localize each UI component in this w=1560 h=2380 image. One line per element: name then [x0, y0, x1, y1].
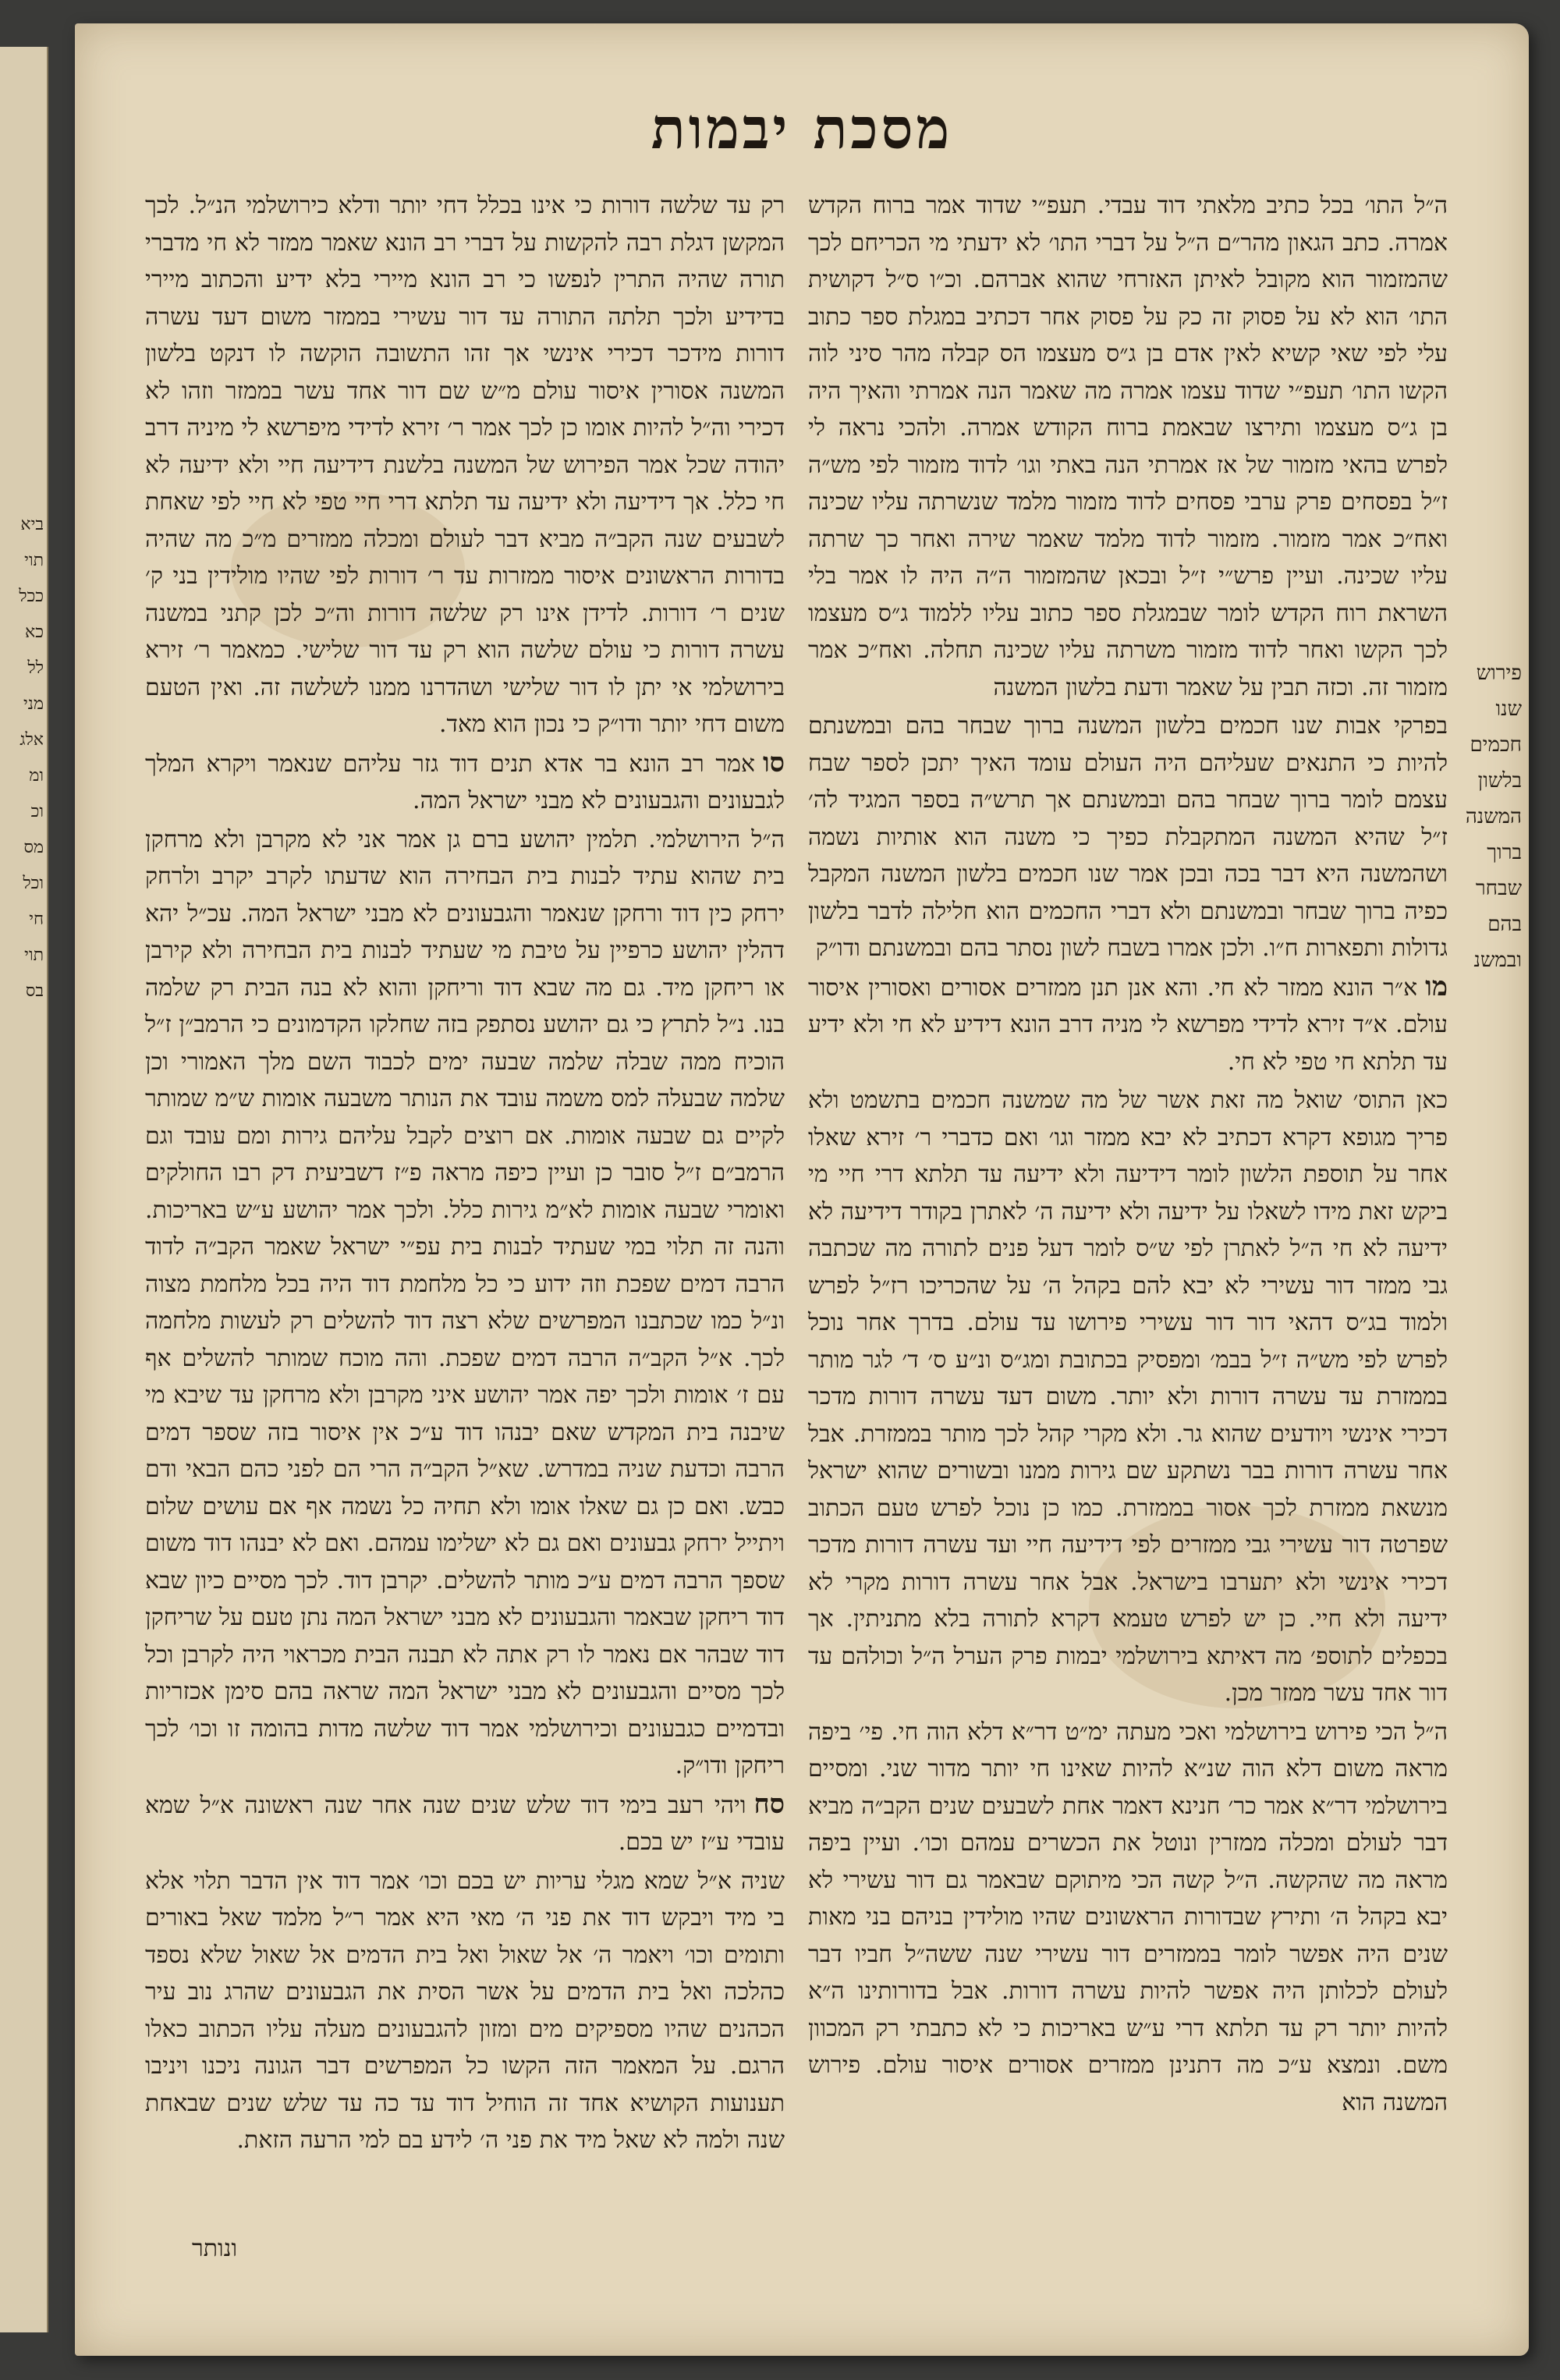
- commentary-paragraph: [145, 745, 785, 820]
- commentary-paragraph: [145, 821, 785, 1785]
- margin-gloss-line: בלשון: [1477, 769, 1522, 793]
- paragraph-text: בפרקי אבות שנו חכמים בלשון המשנה ברוך שבחר בהם ובמשנתם להיות כי התנאים שעליהם היה העולם עומד האיך יתכן לספר שבח עצמם לומר ברוך שבחר בהם ובמשנתם אך תרש״ה בספר המגיד לה׳ ז״ל שהיא המשנה המתקבלת כפיך כי משנה הוא אותיות נשמה ושהמשנה היא דבר בכה ובכן אמר שנו חכמים בלשון המשנה המקבל כפיה ברוך שבחר ובמשנתם ולא דברי החכמים הוא חלילה לדבר בלשון גדולות ותפארות ח״ו. ולכן אמרו בשבח לשון נסתר בהם ובמשנתם ודו״ק: [808, 712, 1448, 962]
- adjacent-page-glyph: חי: [29, 910, 44, 929]
- margin-gloss-line: שבחר: [1475, 877, 1522, 900]
- adjacent-page-glyph: כא: [25, 622, 44, 642]
- adjacent-page-glyph: וכל: [23, 874, 44, 893]
- adjacent-page-glyph: בס: [25, 981, 44, 1001]
- commentary-paragraph: [145, 1786, 785, 1861]
- adjacent-page-glyph: ומ: [29, 766, 44, 786]
- catchword: ונותר: [192, 2235, 238, 2262]
- margin-gloss-line: פירוש: [1476, 662, 1522, 685]
- adjacent-page-glyph: אלג: [20, 730, 44, 750]
- adjacent-page-glyph: לל: [27, 658, 44, 678]
- commentary-paragraph: [808, 708, 1448, 967]
- margin-gloss-line: ברוך: [1487, 841, 1522, 864]
- adjacent-page-glyph: וכ: [30, 802, 44, 821]
- adjacent-page-glyph: מני: [23, 694, 44, 714]
- adjacent-page-glyph: תוי: [24, 551, 44, 570]
- paragraph-text: כאן התוס׳ שואל מה זאת אשר של מה שמשנה חכמים בתשמט ולא פריך מגופא דקרא דכתיב לא יבא ממזר וגו׳ ואם כדברי ר׳ זירא שאלו אחר על תוספת הלשון לומר דידיעה ולא ידיעה עד תלתא דרי חיי מי ביקש זאת מידו לשאלו על ידיעה ולא ידיעה ה׳ לאתרן בקודר דידיעה לא ידיעה לא חי ה״ל לאתרן לפי ש״ס לומר דעל פנים לתורה מה שכתבה גבי ממזר דור עשירי לא יבא להם בקהל ה׳ על שהכריכו רז״ל לפרש ולמוד בג״ס דהאי דור דור עשירי פירושו עד עולם. בדרך אחר נוכל לפרש לפי מש״ה ז״ל בבמ׳ ומפסיק בכתובת ומג״ס ונ״ע ס׳ ד׳ לגר מותר בממזרת עד עשרה דורות ולא יותר. משום דעד עשרה דורות מדכר דכירי אינשי ויודעים שהוא גר. ולא מקרי קהל לכך מותר בממזרת. אבל אחר עשרה דורות בבר נשתקע שם גירות ממנו ובשורים שהוא ישראל מנשאת ממזרת לכך אסור בממזרת. כמו כן נוכל לפרש טעם הכתוב שפרטה דור עשירי גבי ממזרים לפי דידיעה חיי ועד עשרה דורות מדכר דכירי אינשי ולא יתערבו בישראל. אבל אחר עשרה דורות מקרי לא ידיעה ולא חיי. כן יש לפרש טעמא דקרא לתורה בלא מתניתין. אך בכפלים לתוספ׳ מה דאיתא בירושלמי יבמות פרק הערל ה״ל וכולהם עד דור אחד עשר ממזר מכן.: [808, 1087, 1448, 1707]
- commentary-paragraph: [808, 969, 1448, 1081]
- margin-gloss-line: בהם: [1487, 913, 1522, 936]
- margin-gloss-line: ובמשנ: [1473, 949, 1522, 972]
- paragraph-text: ויהי רעב בימי דוד שלש שנים שנה אחר שנה ראשונה א״ל שמא עובדי ע״ז יש בכם.: [145, 1791, 785, 1856]
- adjacent-page-glyph: תוי: [24, 945, 44, 965]
- commentary-paragraph: [808, 187, 1448, 706]
- adjacent-page-glyph: מס: [23, 838, 44, 857]
- paragraph-text: אמר רב הונא בר אדא תנים דוד גזר עליהם שנאמר ויקרא המלך לגבעונים והגבעונים לא מבני ישראל המה.: [145, 750, 785, 814]
- commentary-paragraph: [145, 187, 785, 743]
- commentary-paragraph: [808, 1082, 1448, 1712]
- paragraph-text: א״ר הונא ממזר לא חי. והא אנן תנן ממזרים אסורים ואסורין איסור עולם. א״ד זירא לדידי מפרשא לי מניה דרב הונא דידיע לא חי ולא ידיע עד תלתא חי טפי לא חי.: [808, 974, 1448, 1076]
- adjacent-page-edge: [0, 47, 48, 2332]
- margin-gloss-line: חכמים: [1470, 733, 1522, 757]
- paragraph-text: שניה א״ל שמא מגלי עריות יש בכם וכו׳ אמר דוד אין הדבר תלוי אלא בי מיד ויבקש דוד את פני ה׳ מאי היא אמר ר״ל מלמד שאל באורים ותומים וכו׳ ויאמר ה׳ אל שאול ואל בית הדמים אל שאול שלא נספד כהלכה ואל בית הדמים על אשר הסית את הגבעונים שהרג נוב עיר הכהנים שהיו מספיקים מים ומזון להגבעונים מעלה עליו הכתוב כאלו הרגם. על המאמר הזה הקשו כל המפרשים דבר הגונה ניכנו ויניבו תענועות הקושיא אחד זה הוחיל דוד עד כה עד שלש שנים שבאחת שנה ולמה לא שאל מיד את פני ה׳ לידע בם למי הרעה הזאת.: [145, 1867, 785, 2154]
- adjacent-page-glyph: ביא: [20, 515, 44, 534]
- folio-marker: סח: [753, 1788, 785, 1820]
- adjacent-page-text: [3, 507, 44, 1009]
- commentary-paragraph: [145, 1863, 785, 2159]
- folio-page: [75, 23, 1529, 2356]
- adjacent-page-glyph: ככל: [19, 587, 44, 606]
- paragraph-text: רק עד שלשה דורות כי אינו בכלל דחי יותר ודלא כירושלמי הנ״ל. לכך המקשן דגלת רבה להקשות על דברי רב הונא שאמר ממזר לא חי מדברי תורה שהיה התרין לנפשו כי רב הונא מיירי בלא ידיע והכתוב מיירי בדידיע ולכך תלתה התורה עד דור עשירי בממזר משום דעד עשרה דורות מידכר דכירי אינשי אך זהו התשובה הוקשה לו דנקט בלשון המשנה אסורין איסור עולם מ״ש שם דור אחד עשר בממזר וזהו לא דכירי וה״ל להיות אומו כן לכך אמר ר׳ זירא לדידי מיפרשא לי מיניה דרב יהודה שכל אמר הפירוש של המשנה בלשנת דידיעה חיי ולא ידיעה לא חי כלל. אך דידיעה ולא ידיעה עד תלתא דרי חיי טפי לא חיי לפי שאחת לשבעים שנה הקב״ה מביא דבר לעולם ומכלה ממזרים מ״כ מה שהיה בדורות הראשונים איסור ממזרות עד ר׳ דורות לפי שהיו מולידין בני ק׳ שנים ר׳ דורות. לדידן אינו רק שלשה דורות וה״כ לכן קתני במשנה עשרה דורות כי עולם שלשה הוא רק עד דור שלישי. כמאמר ר׳ זירא בירושלמי אי יתן לו דור שלישי ושהדרנו ממנו לשלשה זה. ואין הטעם משום דחי יותר ודו״ק כי נכון הוא מאד.: [145, 192, 785, 738]
- margin-gloss: [1459, 655, 1522, 978]
- folio-marker: מו: [1425, 970, 1448, 1002]
- margin-gloss-line: המשנה: [1465, 805, 1522, 828]
- folio-marker: סו: [762, 747, 785, 779]
- paragraph-text: ה״ל הירושלמי. תלמין יהושע ברם גן אמר אני לא מקרבן ולא מרחקן בית שהוא עתיד לבנות בית הבחירה הוא שדעתו לקרב יקרב ולרחק ירחק כין דוד ורחקן שנאמר והגבעונים לא מבני ישראל המה. עכ״ל יהא דהלין יהושע כרפיין על טיבת מי שעתיד לבנות בית הבחירה ולא קירבן או ריחקן מיד. גם מה שבא דוד וריחקן והוא לא בנה הבית רק שלמה בנו. נ״ל לתרץ כי גם יהושע נסתפק בזה שחלקו הקדמונים כי הרמב״ן ז״ל הוכיח ממה שבלה שלמה שבעה ימים לכבוד השם מלך האמורי וכן שלמה שבעלה למס משמה עובד את הנותר משבעה אומות ש״מ שמותר לקיים גם שבעה אומות. אם רוצים לקבל עליהם גירות ומם עובד וגם הרמב״ם ז״ל סובר כן ועיין כיפה מראה פ״ז דשביעית דק רבו החולקים ואומרי שבעה אומות לא״מ גירות כלל. ולכך אמר יהושע ע״ש באריכות. והנה זה תלוי במי שעתיד לבנות בית עפ״י ישראל שאמר הקב״ה לדוד הרבה דמים שפכת וזה ידוע כי כל מלחמת דוד היה בכל מלחמת מצוה ונ״ל כמו שכתבנו המפרשים שלא רצה דוד להשלים רק לעשות מלחמה לכך. א״ל הקב״ה הרבה דמים שפכת. והה מוכח שמותר להשלים אף עם ז׳ אומות ולכך יפה אמר יהושע איני מקרבן ולא מרחקן עד שיבא מי שיבנה בית המקדש שאם יבנהו דוד ע״כ אין איסור בזה שספר דמים הרבה וכדעת שניה במדרש. שא״ל הקב״ה הרי הם לפני כהם הבאי ודם כבש. ואם כן גם שאלו אומו ולא תחיה כל נשמה אף אם עושים שלום ויתייל ירחק גבעונים ואם גם לא ישלימו עמהם. ואם לא יבנהו דוד משום שספך הרבה דמים ע״כ מותר להשלים. יקרבן דוד. לכך מסיים כיון שבא דוד ריחקן שבאמר והגבעונים לא מבני ישראל המה נתן טעם על שריחקן דוד שבהר אם נאמר לו רק אתה לא תבנה הבית מכראוי היה לקרבן וכל לכך מסיים והגבעונים לא מבני ישראל המה שראה בהם סימן אכזריות ובדמיים כגבעונים וכירושלמי אמר דוד שלשה מדות בהומה זו וכו׳ לכך ריחקן ודו״ק.: [145, 825, 785, 1779]
- margin-gloss-line: שנו: [1495, 697, 1522, 721]
- paragraph-text: ה״ל הכי פירוש בירושלמי ואכי מעתה ימ״ט דר״א דלא הוה חי. פי׳ ביפה מראה משום דלא הוה שנ״א להיות שאינו חי יותר מדור שני. ומסיים בירושלמי דר״א אמר כר׳ חנינא דאמר אחת לשבעים שנים הקב״ה מביא דבר לעולם ומכלה ממזרין ונוטל את הכשרים עמהם וכו׳. ועיין ביפה מראה מה שהקשה. ה״ל קשה הכי מיתוקם שבאמר גם דור עשירי לא יבא בקהל ה׳ ותירץ שבדורות הראשונים שהיו מולידין בניהם בני מאות שנים היה אפשר לומר בממזרים דור עשירי שנה ששה״ל חביו דבר לעולם לכלותן היה אפשר להיות עשרה דורות. אבל בדורותינו ה״א להיות יותר רק עד תלתא דרי ע״ש באריכות כי לא כתבתי רק המכוון משם. ונמצא ע״כ מה דתנינן ממזרים אסורים איסור עולם. פירוש המשנה הוא: [808, 1718, 1448, 2116]
- commentary-paragraph: [808, 1714, 1448, 2122]
- page-title: מסכת יבמות: [651, 95, 953, 161]
- paragraph-text: ה״ל התו׳ בכל כתיב מלאתי דוד עבדי. תעפ״י שדוד אמר ברוח הקדש אמרה. כתב הגאון מהר״ם ה״ל על דברי התו׳ לא ידעתי מי הכריחם לכך שהמזמור הוא מקובל לאיתן האזרחי שהוא אברהם. וכ״ו ס״ל דקושית התו׳ הוא לא על פסוק זה כק על פסוק אחר דכתיב במגלת ספר כתוב עלי לפי שאי קשיא לאין אדם בן ג״ס מעצמו הס קבלה מהר סיני לוה הקשו התו׳ תעפ״י שדוד עצמו אמרה מה שאמר הנה אמרתי והאיך היה בן ג״ס מעצמו ותירצו שבאמת ברוח הקודש אמרה. ולהכי נראה לי לפרש בהאי מזמור של אז אמרתי הנה באתי וגו׳ לדוד מזמור לפי מש״ה ז״ל בפסחים פרק ערבי פסחים לדוד מזמור מלמד שנשרתה עליו שכינה ואח״כ אמר מזמור. מזמור לדוד מלמד שאמר שירה ואחר כך שרתה עליו שכינה. ועיין פרש״י ז״ל ובכאן שהמזמור ה״ה היה לו אמר בלי השראת רוח הקדש לומר שבמגלת ספר כתוב עליו ללמוד ג״ס מעצמו לכך הקשו ואחר לדוד מזמור משרתה עליו שכינה תחלה. ואח״כ אמר מזמור זה. וכזה תבין על שאמר ודעת בלשון המשנה: [808, 192, 1448, 701]
- left-text-column: [145, 187, 785, 2161]
- right-text-column: [808, 187, 1448, 2123]
